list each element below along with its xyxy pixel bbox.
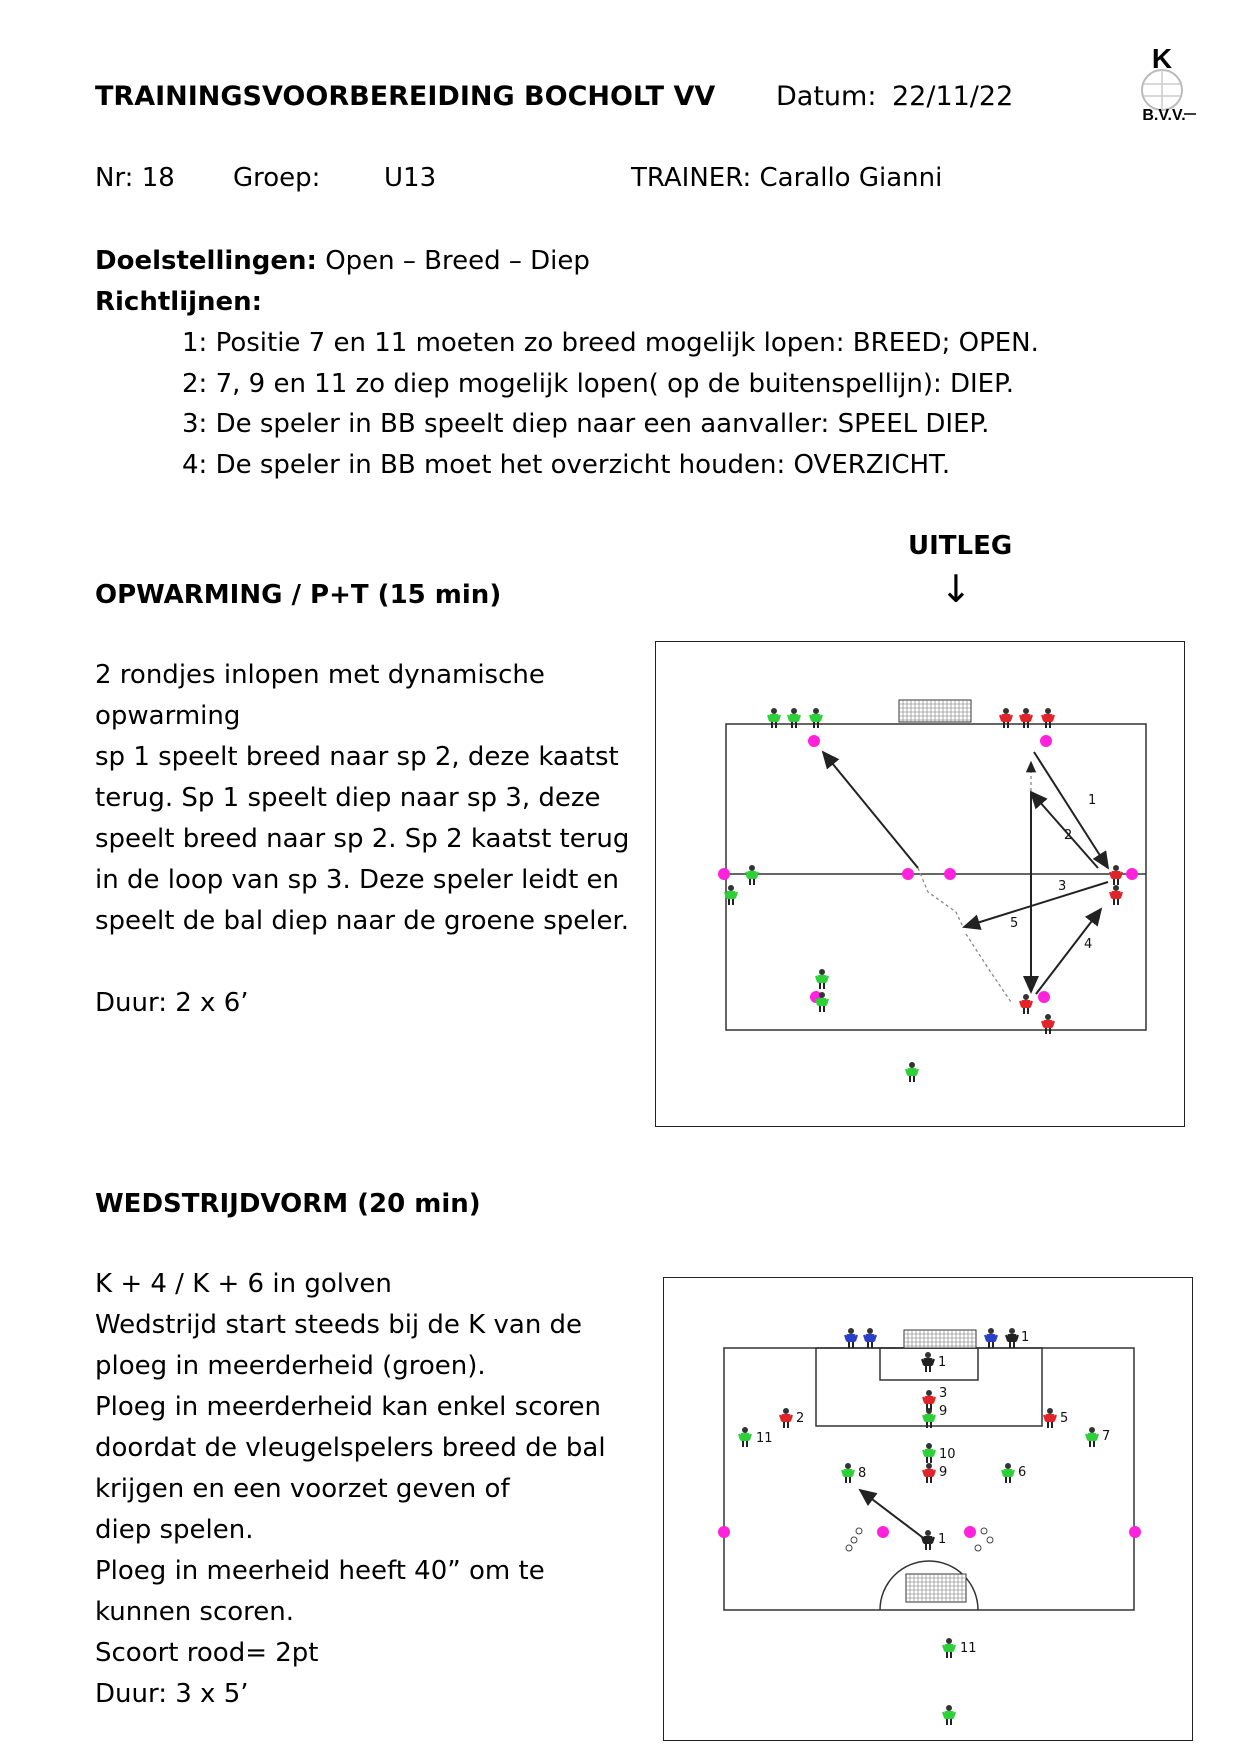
number-label: 7 xyxy=(1102,1429,1111,1444)
player-head xyxy=(848,1328,854,1334)
warmup-line: in de loop van sp 3. Deze speler leidt en xyxy=(95,865,620,895)
player-icon xyxy=(985,1328,997,1348)
player-icon xyxy=(923,1408,935,1428)
player-shirt xyxy=(1044,714,1053,722)
match-line: diep spelen. xyxy=(95,1515,254,1545)
number-label: 6 xyxy=(1018,1465,1027,1480)
player-head xyxy=(1113,865,1119,871)
number-label: 8 xyxy=(858,1466,867,1481)
player-icon xyxy=(1006,1328,1018,1348)
player-head xyxy=(1113,885,1119,891)
match-line: ploeg in meerderheid (groen). xyxy=(95,1351,486,1381)
number-label: 1 xyxy=(1021,1330,1030,1345)
number-label: 2 xyxy=(796,1411,805,1426)
player-head xyxy=(926,1390,932,1396)
warmup-duration: Duur: 2 x 6’ xyxy=(95,988,249,1018)
player-icon xyxy=(1042,1014,1054,1034)
date-value: 22/11/22 xyxy=(892,81,1014,112)
logo-top-text: K xyxy=(1151,43,1173,74)
player-shirt xyxy=(908,1068,917,1076)
ball-icon xyxy=(987,1537,993,1543)
player-shirt xyxy=(727,891,736,899)
number-label: 5 xyxy=(1010,916,1019,931)
player-shirt xyxy=(924,1358,933,1366)
player-head xyxy=(813,708,819,714)
objectives-value: Open – Breed – Diep xyxy=(325,246,590,276)
match-line: Wedstrijd start steeds bij de K van de xyxy=(95,1310,583,1340)
number-label: 11 xyxy=(960,1641,977,1656)
player-icon xyxy=(922,1530,934,1550)
cone-marker xyxy=(718,1526,730,1538)
player-shirt xyxy=(782,1414,791,1422)
pitch-boundary xyxy=(724,1348,1134,1610)
guidelines-label: Richtlijnen: xyxy=(95,287,263,317)
player-icon xyxy=(922,1352,934,1372)
number-label: 11 xyxy=(756,1431,773,1446)
training-number: Nr: 18 xyxy=(95,163,175,193)
player-icon xyxy=(923,1443,935,1463)
player-icon xyxy=(1110,885,1122,905)
player-shirt xyxy=(812,714,821,722)
warmup-line: speelt breed naar sp 2. Sp 2 kaatst terug xyxy=(95,824,630,854)
warmup-description xyxy=(95,655,629,942)
cone-marker xyxy=(964,1526,976,1538)
player-head xyxy=(1089,1427,1095,1433)
player-shirt xyxy=(1112,871,1121,879)
player-shirt xyxy=(945,1711,954,1719)
player-icon xyxy=(768,708,780,728)
cone-marker xyxy=(1040,735,1052,747)
player-head xyxy=(749,865,755,871)
player-shirt xyxy=(770,714,779,722)
logo-bottom-text: B.V.V. xyxy=(1142,107,1186,124)
warmup-heading: OPWARMING / P+T (15 min) xyxy=(95,580,502,610)
player-shirt xyxy=(866,1334,875,1342)
player-shirt xyxy=(1004,1469,1013,1477)
pitch-boundary xyxy=(726,724,1146,1030)
warmup-line: speelt de bal diep naar de groene speler. xyxy=(95,906,630,936)
player-shirt xyxy=(748,871,757,879)
player-shirt xyxy=(847,1334,856,1342)
player-icon xyxy=(906,1062,918,1082)
ball-icon xyxy=(846,1545,852,1551)
player-head xyxy=(867,1328,873,1334)
player-icon xyxy=(780,1408,792,1428)
number-label: 3 xyxy=(1058,879,1067,894)
player-shirt xyxy=(925,1449,934,1457)
run-path xyxy=(918,868,963,927)
down-arrow-icon: ↓ xyxy=(940,567,972,611)
match-line: kunnen scoren. xyxy=(95,1597,295,1627)
match-line: doordat de vleugelspelers breed de bal xyxy=(95,1433,606,1463)
player-shirt xyxy=(1008,1334,1017,1342)
page-title: TRAININGSVOORBEREIDING BOCHOLT VV xyxy=(95,81,716,112)
match-line: Ploeg in meerderheid kan enkel scoren xyxy=(95,1392,601,1422)
cone-marker xyxy=(944,868,956,880)
pass-arrow xyxy=(964,882,1108,927)
player-icon xyxy=(1020,708,1032,728)
guideline-4: 4: De speler in BB moet het overzicht houden: OVERZICHT. xyxy=(182,450,951,480)
number-label: 4 xyxy=(1084,937,1093,952)
warmup-pitch xyxy=(656,642,1186,1128)
match-pitch xyxy=(664,1278,1194,1742)
player-icon xyxy=(943,1705,955,1725)
player-icon xyxy=(1110,865,1122,885)
player-shirt xyxy=(790,714,799,722)
warmup-line: opwarming xyxy=(95,701,241,731)
player-head xyxy=(845,1463,851,1469)
player-shirt xyxy=(1002,714,1011,722)
guideline-1: 1: Positie 7 en 11 moeten zo breed mogelijk lopen: BREED; OPEN. xyxy=(182,328,1039,358)
number-label: 9 xyxy=(939,1404,948,1419)
ball-icon xyxy=(981,1528,987,1534)
group-value: U13 xyxy=(384,163,437,193)
warmup-line: 2 rondjes inlopen met dynamische xyxy=(95,660,545,690)
player-head xyxy=(926,1463,932,1469)
player-shirt xyxy=(1044,1020,1053,1028)
player-head xyxy=(1045,1014,1051,1020)
pass-arrow xyxy=(823,752,918,868)
player-icon xyxy=(1020,994,1032,1014)
cone-marker xyxy=(902,868,914,880)
player-icon xyxy=(1086,1427,1098,1447)
player-icon xyxy=(923,1463,935,1483)
match-line: krijgen en een voorzet geven of xyxy=(95,1474,510,1504)
player-shirt xyxy=(1022,714,1031,722)
guideline-2: 2: 7, 9 en 11 zo diep mogelijk lopen( op de buitenspellijn): DIEP. xyxy=(182,369,1014,399)
player-head xyxy=(728,885,734,891)
player-head xyxy=(988,1328,994,1334)
player-shirt xyxy=(925,1414,934,1422)
player-icon xyxy=(923,1390,935,1410)
number-label: 1 xyxy=(938,1355,947,1370)
pass-arrow xyxy=(860,1490,926,1540)
cone-marker xyxy=(1129,1526,1141,1538)
objectives xyxy=(95,248,590,274)
number-label: 5 xyxy=(1060,1411,1069,1426)
player-head xyxy=(925,1530,931,1536)
player-shirt xyxy=(925,1396,934,1404)
player-head xyxy=(909,1062,915,1068)
player-shirt xyxy=(945,1644,954,1652)
player-shirt xyxy=(818,975,827,983)
ball-icon xyxy=(851,1537,857,1543)
cone-marker xyxy=(877,1526,889,1538)
explanation-label: UITLEG xyxy=(908,531,1013,561)
player-shirt xyxy=(844,1469,853,1477)
warmup-line: terug. Sp 1 speelt diep naar sp 3, deze xyxy=(95,783,601,813)
number-label: 1 xyxy=(938,1532,947,1547)
warmup-line: sp 1 speelt breed naar sp 2, deze kaatst xyxy=(95,742,619,772)
date-label: Datum: xyxy=(776,81,877,112)
player-shirt xyxy=(1022,1000,1031,1008)
player-head xyxy=(1047,1408,1053,1414)
player-head xyxy=(946,1705,952,1711)
player-shirt xyxy=(1112,891,1121,899)
cone-marker xyxy=(1038,991,1050,1003)
player-icon xyxy=(788,708,800,728)
player-icon xyxy=(1042,708,1054,728)
cone-marker xyxy=(808,735,820,747)
cone-marker xyxy=(1126,868,1138,880)
objectives-label: Doelstellingen: xyxy=(95,246,317,276)
run-path xyxy=(966,934,1011,1002)
player-icon xyxy=(746,865,758,885)
player-shirt xyxy=(1046,1414,1055,1422)
trainer-name: TRAINER: Carallo Gianni xyxy=(631,163,943,193)
player-icon xyxy=(845,1328,857,1348)
player-head xyxy=(771,708,777,714)
cone-marker xyxy=(718,868,730,880)
guideline-3: 3: De speler in BB speelt diep naar een aanvaller: SPEEL DIEP. xyxy=(182,409,990,439)
player-shirt xyxy=(925,1469,934,1477)
player-head xyxy=(819,969,825,975)
player-head xyxy=(926,1443,932,1449)
match-line: Duur: 3 x 5’ xyxy=(95,1679,249,1709)
player-icon xyxy=(816,969,828,989)
number-label: 2 xyxy=(1064,828,1073,843)
player-head xyxy=(1023,708,1029,714)
player-head xyxy=(946,1638,952,1644)
player-icon xyxy=(943,1638,955,1658)
player-head xyxy=(742,1427,748,1433)
player-icon xyxy=(1000,708,1012,728)
player-icon xyxy=(725,885,737,905)
player-icon xyxy=(1044,1408,1056,1428)
number-label: 3 xyxy=(939,1386,948,1401)
number-label: 9 xyxy=(939,1465,948,1480)
player-shirt xyxy=(1088,1433,1097,1441)
player-icon xyxy=(810,708,822,728)
player-head xyxy=(925,1352,931,1358)
player-head xyxy=(926,1408,932,1414)
player-head xyxy=(791,708,797,714)
match-line: Ploeg in meerheid heeft 40” om te xyxy=(95,1556,545,1586)
ball-icon xyxy=(975,1545,981,1551)
match-line: Scoort rood= 2pt xyxy=(95,1638,319,1668)
match-heading: WEDSTRIJDVORM (20 min) xyxy=(95,1189,481,1219)
player-shirt xyxy=(818,998,827,1006)
club-logo xyxy=(1128,40,1198,124)
warmup-diagram xyxy=(655,641,1185,1127)
player-icon xyxy=(842,1463,854,1483)
player-head xyxy=(1009,1328,1015,1334)
match-line: K + 4 / K + 6 in golven xyxy=(95,1269,392,1299)
player-head xyxy=(783,1408,789,1414)
player-head xyxy=(819,992,825,998)
player-head xyxy=(1003,708,1009,714)
player-head xyxy=(1023,994,1029,1000)
ball-icon xyxy=(856,1528,862,1534)
number-label: 10 xyxy=(939,1447,956,1462)
match-description xyxy=(95,1264,606,1715)
player-head xyxy=(1045,708,1051,714)
player-shirt xyxy=(987,1334,996,1342)
number-label: 1 xyxy=(1088,793,1097,808)
player-icon xyxy=(864,1328,876,1348)
player-icon xyxy=(739,1427,751,1447)
player-shirt xyxy=(741,1433,750,1441)
player-head xyxy=(1005,1463,1011,1469)
player-icon xyxy=(1002,1463,1014,1483)
match-diagram xyxy=(663,1277,1193,1741)
group-label: Groep: xyxy=(233,163,321,193)
pass-arrow xyxy=(1034,752,1108,868)
